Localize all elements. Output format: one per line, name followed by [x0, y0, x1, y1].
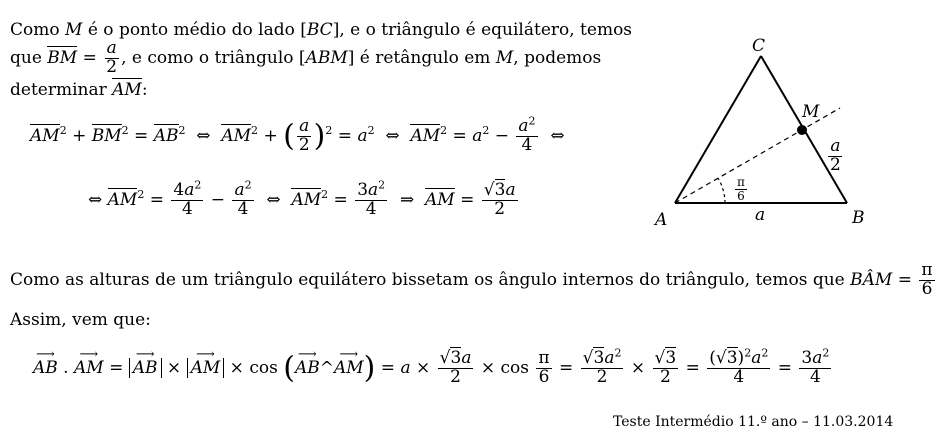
paragraph-1-line-2: que BM = $\frac{a}{2}$ , e como o triângulo [ABM] é retângulo em M, podemos [10, 38, 602, 77]
label-side-bm: $\frac{a}{2}$ [830, 136, 841, 175]
label-side-ab: a [755, 205, 766, 225]
equation-2: ⇔ $AM^2$ = $\frac{4a^2}{4}$ − $\frac{a^2}{4}$ ⇔ $AM^2$ = $\frac{3a^2}{4}$ ⇒ AM = $\frac{√3a}{2}$ [88, 178, 516, 219]
median-am [675, 108, 840, 203]
angle-arc [718, 178, 725, 203]
equation-1: $AM^2 + BM^2 = AB^2$ ⇔ $AM^2$ + ( $\frac{a}{2}$ )$^2 = a^2$ ⇔ $AM^2 = a^2$ − $\frac{a^2}{4}$ ⇔ [30, 114, 565, 155]
point-m [797, 125, 807, 135]
paragraph-3: Assim, vem que: [10, 310, 151, 330]
equation-3: ⟶ AB . ⟶ AM = ⟶ AB × ⟶ AM × cos (⟶ AB^⟶ AM) = a × $\frac{√3a}{2}$ × cos $\frac{\pi}{6}$ = $\frac{√3a^2}{2}$ × $\frac{√3}{2}$ = $\frac{(√3)^2a^2}{4}$ = $\frac{3a^2}{4}$ [33, 350, 833, 387]
paragraph-1-line-3: determinar AM: [10, 80, 148, 100]
label-c: C [752, 36, 766, 56]
label-a: A [655, 210, 668, 230]
paragraph-2: Como as alturas de um triângulo equilátero bissetam os ângulo internos do triângulo, temos que BÂM = $\frac{\pi}{6}$ [10, 260, 933, 299]
label-angle: $\frac{\pi}{6}$ [737, 175, 745, 203]
paragraph-1-line-1: Como M é o ponto médio do lado [BC], e o triângulo é equilátero, temos [10, 20, 633, 40]
label-m: M [802, 102, 820, 122]
source-note: Teste Intermédio 11.º ano – 11.03.2014 [613, 414, 894, 430]
label-b: B [852, 208, 865, 228]
